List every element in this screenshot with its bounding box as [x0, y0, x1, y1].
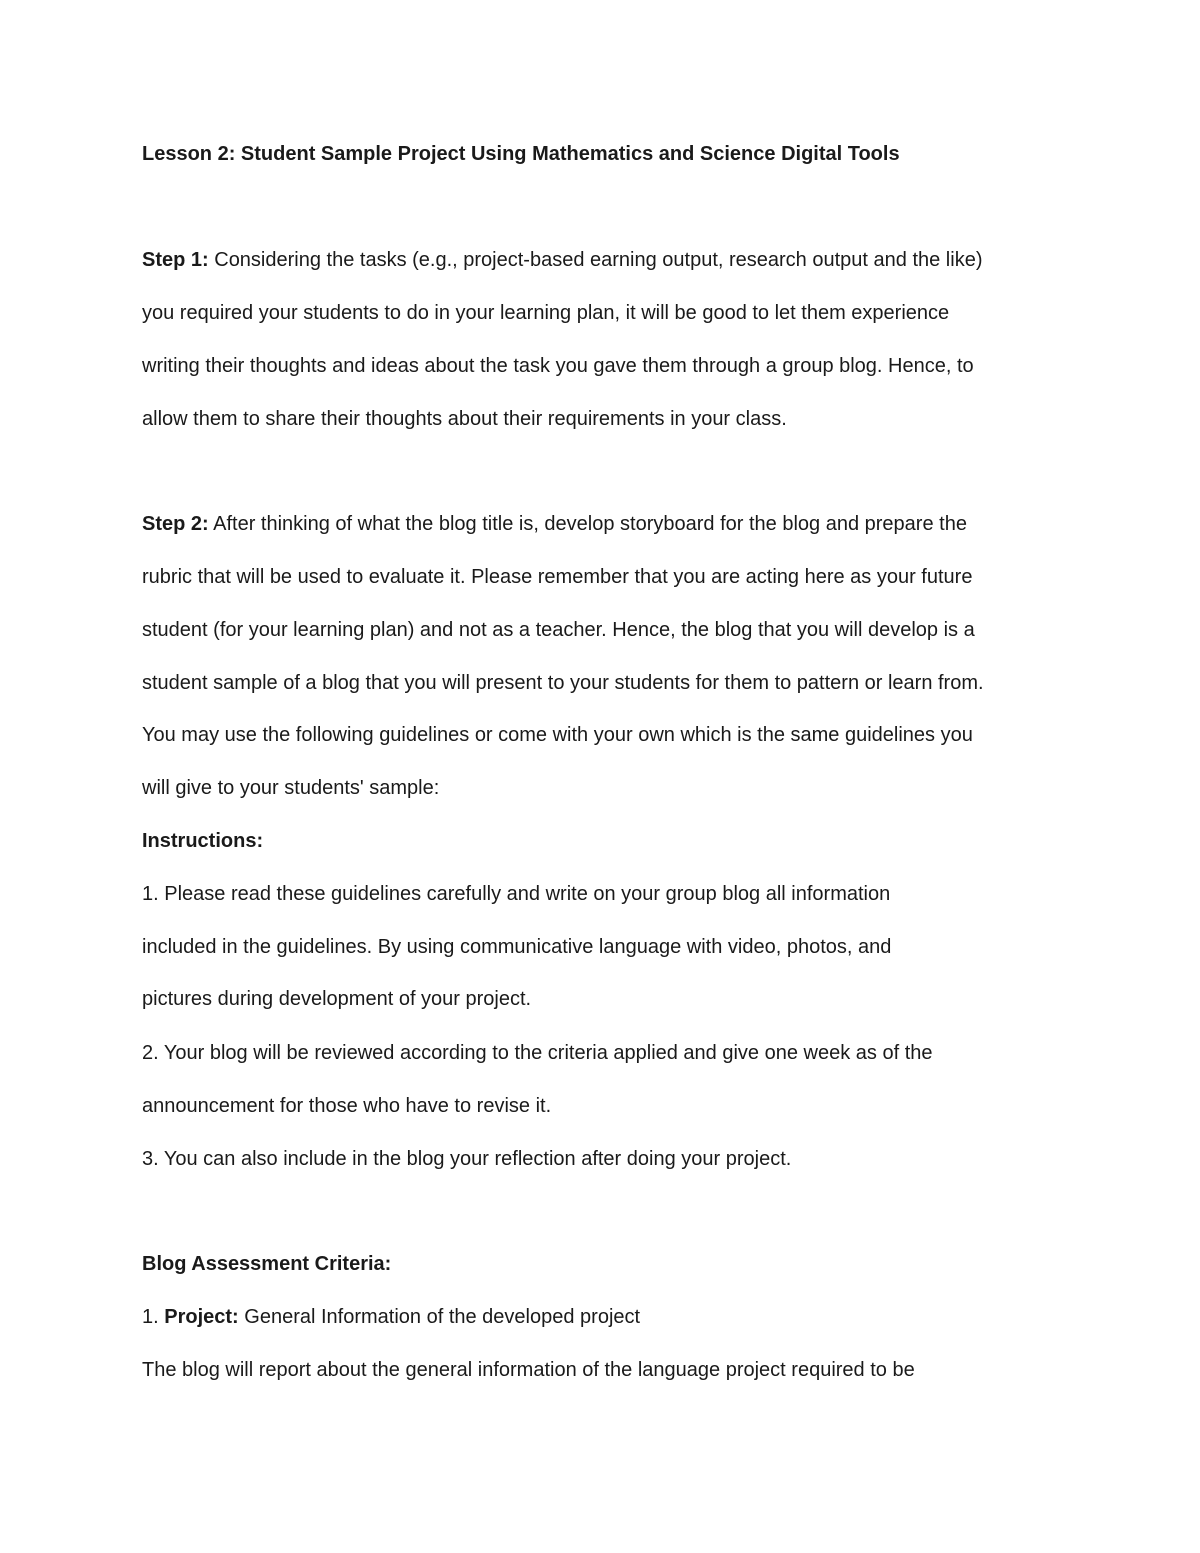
step1-text-1: Considering the tasks (e.g., project-based earning output, research output and the like) — [208, 249, 983, 271]
step2-text-1: After thinking of what the blog title is, develop storyboard for the blog and prepare the — [208, 513, 967, 535]
step2-line-6: will give to your students' sample: — [142, 777, 440, 799]
step2-line-4: student sample of a blog that you will present to your students for them to pattern or learn from. — [142, 672, 984, 694]
criteria-item-1 — [142, 1305, 640, 1329]
criteria-item-text: General Information of the developed project — [238, 1306, 641, 1328]
criteria-heading: Blog Assessment Criteria: — [142, 1253, 392, 1275]
instruction-line-3: pictures during development of your project. — [142, 988, 532, 1010]
step1-line-1 — [142, 248, 982, 272]
instruction-line-1: 1. Please read these guidelines carefully and write on your group blog all information — [142, 883, 891, 905]
step2-line-1 — [142, 512, 967, 536]
step2-label: Step 2: — [142, 513, 209, 535]
criteria-item-label: Project: — [164, 1306, 239, 1328]
instruction-line-4: 2. Your blog will be reviewed according to the criteria applied and give one week as of the — [142, 1042, 933, 1064]
step1-line-2: you required your students to do in your learning plan, it will be good to let them experience — [142, 302, 950, 324]
criteria-description: The blog will report about the general information of the language project required to be — [142, 1359, 915, 1381]
instructions-heading: Instructions: — [142, 830, 264, 852]
step1-line-3: writing their thoughts and ideas about the task you gave them through a group blog. Hence, to — [142, 355, 974, 377]
instruction-line-6: 3. You can also include in the blog your reflection after doing your project. — [142, 1148, 792, 1170]
step2-line-5: You may use the following guidelines or come with your own which is the same guidelines you — [142, 724, 973, 746]
instruction-line-5: announcement for those who have to revise it. — [142, 1095, 552, 1117]
step1-label: Step 1: — [142, 249, 209, 271]
step1-line-4: allow them to share their thoughts about their requirements in your class. — [142, 408, 787, 430]
criteria-item-number: 1. — [142, 1306, 165, 1328]
step2-line-3: student (for your learning plan) and not as a teacher. Hence, the blog that you will develop is a — [142, 619, 975, 641]
step2-line-2: rubric that will be used to evaluate it. Please remember that you are acting here as your future — [142, 566, 973, 588]
instruction-line-2: included in the guidelines. By using communicative language with video, photos, and — [142, 936, 892, 958]
document-title: Lesson 2: Student Sample Project Using Mathematics and Science Digital Tools — [142, 143, 900, 165]
